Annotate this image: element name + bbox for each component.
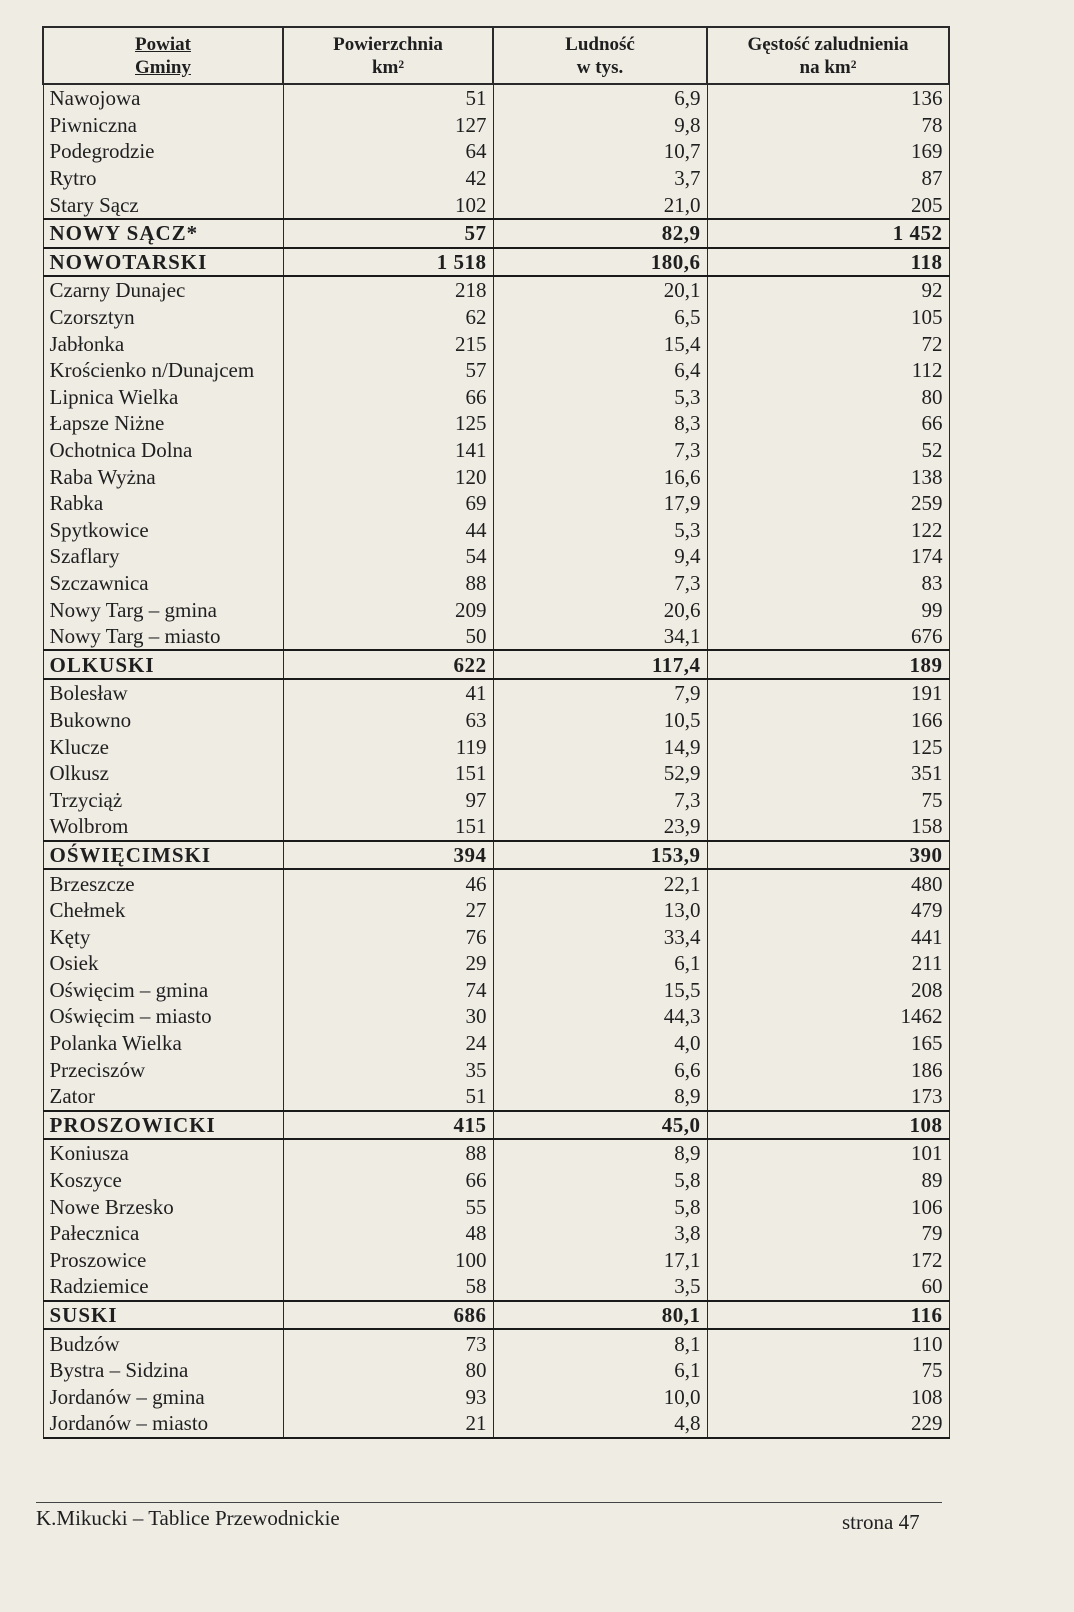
row-population: 15,5 <box>493 977 707 1004</box>
row-name: Jordanów – miasto <box>43 1410 283 1438</box>
row-area: 21 <box>283 1410 493 1438</box>
gmina-row <box>43 191 949 219</box>
row-area: 57 <box>283 219 493 248</box>
row-name: Kęty <box>43 923 283 950</box>
row-name: Olkusz <box>43 760 283 787</box>
row-density: 105 <box>707 304 949 331</box>
powiat-row <box>43 248 949 277</box>
row-name: Koszyce <box>43 1167 283 1194</box>
gmina-row <box>43 570 949 597</box>
row-population: 7,9 <box>493 679 707 707</box>
row-name: Podegrodzie <box>43 138 283 165</box>
row-density: 116 <box>707 1301 949 1330</box>
gmina-row <box>43 437 949 464</box>
row-name: SUSKI <box>43 1301 283 1330</box>
row-name: Jordanów – gmina <box>43 1384 283 1411</box>
row-density: 52 <box>707 437 949 464</box>
gmina-row <box>43 112 949 139</box>
row-population: 6,5 <box>493 304 707 331</box>
gmina-row <box>43 1003 949 1030</box>
row-name: Nowy Targ – gmina <box>43 596 283 623</box>
row-population: 6,9 <box>493 84 707 112</box>
row-density: 108 <box>707 1111 949 1140</box>
row-density: 1 452 <box>707 219 949 248</box>
row-density: 172 <box>707 1247 949 1274</box>
row-density: 138 <box>707 463 949 490</box>
row-density: 351 <box>707 760 949 787</box>
powiat-row <box>43 1301 949 1330</box>
header-area-title: Powierzchnia <box>333 33 443 55</box>
row-density: 173 <box>707 1083 949 1111</box>
row-population: 33,4 <box>493 923 707 950</box>
powiat-table <box>42 26 950 1439</box>
gmina-row <box>43 410 949 437</box>
gmina-row <box>43 1247 949 1274</box>
row-density: 259 <box>707 490 949 517</box>
row-population: 153,9 <box>493 841 707 870</box>
row-area: 35 <box>283 1056 493 1083</box>
row-name: Rabka <box>43 490 283 517</box>
row-density: 189 <box>707 650 949 679</box>
row-density: 79 <box>707 1220 949 1247</box>
row-population: 16,6 <box>493 463 707 490</box>
row-name: Osiek <box>43 950 283 977</box>
row-area: 622 <box>283 650 493 679</box>
gmina-row <box>43 869 949 897</box>
row-density: 99 <box>707 596 949 623</box>
row-name: Trzyciąż <box>43 786 283 813</box>
row-density: 92 <box>707 276 949 304</box>
row-area: 46 <box>283 869 493 897</box>
row-name: OŚWIĘCIMSKI <box>43 841 283 870</box>
row-density: 106 <box>707 1193 949 1220</box>
row-name: Nowe Brzesko <box>43 1193 283 1220</box>
row-name: Ochotnica Dolna <box>43 437 283 464</box>
row-area: 55 <box>283 1193 493 1220</box>
row-area: 120 <box>283 463 493 490</box>
row-density: 60 <box>707 1273 949 1301</box>
row-density: 108 <box>707 1384 949 1411</box>
row-density: 165 <box>707 1030 949 1057</box>
row-density: 118 <box>707 248 949 277</box>
row-area: 44 <box>283 517 493 544</box>
row-population: 9,4 <box>493 543 707 570</box>
row-population: 3,7 <box>493 165 707 192</box>
row-name: Chełmek <box>43 897 283 924</box>
row-population: 7,3 <box>493 570 707 597</box>
table-body <box>43 84 949 1438</box>
row-name: Pałecznica <box>43 1220 283 1247</box>
row-area: 24 <box>283 1030 493 1057</box>
gmina-row <box>43 330 949 357</box>
gmina-row <box>43 1410 949 1438</box>
gmina-row <box>43 1139 949 1167</box>
row-name: Klucze <box>43 733 283 760</box>
powiat-row <box>43 1111 949 1140</box>
row-name: Budzów <box>43 1329 283 1357</box>
row-area: 151 <box>283 760 493 787</box>
row-area: 54 <box>283 543 493 570</box>
row-population: 13,0 <box>493 897 707 924</box>
gmina-row <box>43 813 949 841</box>
gmina-row <box>43 1384 949 1411</box>
gmina-row <box>43 1329 949 1357</box>
gmina-row <box>43 384 949 411</box>
row-population: 3,5 <box>493 1273 707 1301</box>
row-density: 112 <box>707 357 949 384</box>
row-name: Koniusza <box>43 1139 283 1167</box>
gmina-row <box>43 165 949 192</box>
row-name: Rytro <box>43 165 283 192</box>
row-population: 34,1 <box>493 623 707 651</box>
row-density: 125 <box>707 733 949 760</box>
row-name: Nawojowa <box>43 84 283 112</box>
row-area: 97 <box>283 786 493 813</box>
row-density: 169 <box>707 138 949 165</box>
gmina-row <box>43 1056 949 1083</box>
row-name: Stary Sącz <box>43 191 283 219</box>
row-name: NOWOTARSKI <box>43 248 283 277</box>
gmina-row <box>43 138 949 165</box>
row-density: 122 <box>707 517 949 544</box>
gmina-row <box>43 786 949 813</box>
row-density: 75 <box>707 786 949 813</box>
row-name: Szaflary <box>43 543 283 570</box>
row-name: OLKUSKI <box>43 650 283 679</box>
gmina-row <box>43 596 949 623</box>
row-population: 8,9 <box>493 1083 707 1111</box>
row-density: 87 <box>707 165 949 192</box>
row-name: Bukowno <box>43 707 283 734</box>
row-density: 390 <box>707 841 949 870</box>
header-powiat-gminy <box>43 27 283 84</box>
row-population: 5,3 <box>493 517 707 544</box>
row-area: 394 <box>283 841 493 870</box>
row-density: 72 <box>707 330 949 357</box>
row-area: 62 <box>283 304 493 331</box>
row-area: 686 <box>283 1301 493 1330</box>
row-name: Przeciszów <box>43 1056 283 1083</box>
row-area: 215 <box>283 330 493 357</box>
row-area: 51 <box>283 84 493 112</box>
footer-page-number: strona 47 <box>842 1510 920 1534</box>
row-area: 27 <box>283 897 493 924</box>
gmina-row <box>43 1357 949 1384</box>
row-name: Krościenko n/Dunajcem <box>43 357 283 384</box>
row-area: 125 <box>283 410 493 437</box>
footer-author: K.Mikucki – Tablice Przewodnickie <box>36 1506 340 1530</box>
row-area: 48 <box>283 1220 493 1247</box>
row-density: 441 <box>707 923 949 950</box>
powiat-row <box>43 650 949 679</box>
row-density: 158 <box>707 813 949 841</box>
row-density: 186 <box>707 1056 949 1083</box>
row-population: 14,9 <box>493 733 707 760</box>
row-area: 151 <box>283 813 493 841</box>
row-name: Lipnica Wielka <box>43 384 283 411</box>
row-area: 80 <box>283 1357 493 1384</box>
row-name: Brzeszcze <box>43 869 283 897</box>
header-density-unit: na km² <box>799 56 857 78</box>
row-population: 15,4 <box>493 330 707 357</box>
row-area: 209 <box>283 596 493 623</box>
row-population: 3,8 <box>493 1220 707 1247</box>
row-name: Oświęcim – gmina <box>43 977 283 1004</box>
header-population-title: Ludność <box>565 33 635 55</box>
header-powiat: Powiat <box>135 33 191 55</box>
row-density: 1462 <box>707 1003 949 1030</box>
row-density: 89 <box>707 1167 949 1194</box>
row-density: 78 <box>707 112 949 139</box>
table-header <box>43 27 949 84</box>
row-area: 141 <box>283 437 493 464</box>
header-population-unit: w tys. <box>576 56 624 78</box>
header-gminy: Gminy <box>135 56 191 78</box>
row-area: 73 <box>283 1329 493 1357</box>
row-population: 52,9 <box>493 760 707 787</box>
row-population: 6,1 <box>493 950 707 977</box>
row-population: 20,6 <box>493 596 707 623</box>
gmina-row <box>43 490 949 517</box>
row-name: Wolbrom <box>43 813 283 841</box>
row-area: 76 <box>283 923 493 950</box>
row-area: 88 <box>283 1139 493 1167</box>
row-population: 6,4 <box>493 357 707 384</box>
footer-divider <box>36 1502 942 1503</box>
gmina-row <box>43 733 949 760</box>
row-population: 10,7 <box>493 138 707 165</box>
row-population: 8,1 <box>493 1329 707 1357</box>
row-name: Radziemice <box>43 1273 283 1301</box>
row-area: 50 <box>283 623 493 651</box>
row-population: 180,6 <box>493 248 707 277</box>
row-density: 191 <box>707 679 949 707</box>
gmina-row <box>43 1030 949 1057</box>
row-population: 5,3 <box>493 384 707 411</box>
row-population: 6,1 <box>493 1357 707 1384</box>
gmina-row <box>43 897 949 924</box>
row-name: Raba Wyżna <box>43 463 283 490</box>
gmina-row <box>43 276 949 304</box>
row-area: 127 <box>283 112 493 139</box>
row-name: Polanka Wielka <box>43 1030 283 1057</box>
row-population: 22,1 <box>493 869 707 897</box>
row-population: 21,0 <box>493 191 707 219</box>
row-density: 676 <box>707 623 949 651</box>
row-density: 229 <box>707 1410 949 1438</box>
row-name: NOWY SĄCZ* <box>43 219 283 248</box>
row-density: 166 <box>707 707 949 734</box>
row-name: Oświęcim – miasto <box>43 1003 283 1030</box>
row-density: 110 <box>707 1329 949 1357</box>
row-population: 7,3 <box>493 437 707 464</box>
row-area: 88 <box>283 570 493 597</box>
gmina-row <box>43 1220 949 1247</box>
gmina-row <box>43 543 949 570</box>
row-name: Spytkowice <box>43 517 283 544</box>
powiat-row <box>43 219 949 248</box>
row-area: 51 <box>283 1083 493 1111</box>
gmina-row <box>43 623 949 651</box>
row-name: PROSZOWICKI <box>43 1111 283 1140</box>
row-area: 69 <box>283 490 493 517</box>
row-density: 83 <box>707 570 949 597</box>
header-density-title: Gęstość zaludnienia <box>747 33 909 55</box>
row-area: 42 <box>283 165 493 192</box>
row-area: 58 <box>283 1273 493 1301</box>
row-density: 208 <box>707 977 949 1004</box>
row-area: 29 <box>283 950 493 977</box>
row-population: 17,1 <box>493 1247 707 1274</box>
row-area: 63 <box>283 707 493 734</box>
row-area: 415 <box>283 1111 493 1140</box>
gmina-row <box>43 1167 949 1194</box>
row-name: Szczawnica <box>43 570 283 597</box>
gmina-row <box>43 1083 949 1111</box>
row-population: 6,6 <box>493 1056 707 1083</box>
header-area-unit: km² <box>371 56 405 78</box>
row-name: Proszowice <box>43 1247 283 1274</box>
row-density: 479 <box>707 897 949 924</box>
row-population: 82,9 <box>493 219 707 248</box>
row-area: 100 <box>283 1247 493 1274</box>
gmina-row <box>43 517 949 544</box>
row-area: 119 <box>283 733 493 760</box>
row-population: 8,9 <box>493 1139 707 1167</box>
gmina-row <box>43 463 949 490</box>
row-name: Czarny Dunajec <box>43 276 283 304</box>
gmina-row <box>43 679 949 707</box>
gmina-row <box>43 923 949 950</box>
row-density: 480 <box>707 869 949 897</box>
row-name: Piwniczna <box>43 112 283 139</box>
header-area <box>283 27 493 84</box>
row-population: 44,3 <box>493 1003 707 1030</box>
row-area: 66 <box>283 1167 493 1194</box>
gmina-row <box>43 1193 949 1220</box>
row-population: 4,8 <box>493 1410 707 1438</box>
row-name: Jabłonka <box>43 330 283 357</box>
row-density: 80 <box>707 384 949 411</box>
gmina-row <box>43 950 949 977</box>
row-area: 57 <box>283 357 493 384</box>
row-population: 8,3 <box>493 410 707 437</box>
row-area: 218 <box>283 276 493 304</box>
row-area: 74 <box>283 977 493 1004</box>
row-area: 41 <box>283 679 493 707</box>
row-population: 10,0 <box>493 1384 707 1411</box>
row-population: 20,1 <box>493 276 707 304</box>
row-density: 205 <box>707 191 949 219</box>
row-area: 102 <box>283 191 493 219</box>
row-population: 5,8 <box>493 1167 707 1194</box>
row-density: 66 <box>707 410 949 437</box>
row-area: 30 <box>283 1003 493 1030</box>
row-area: 64 <box>283 138 493 165</box>
row-population: 45,0 <box>493 1111 707 1140</box>
header-population <box>493 27 707 84</box>
row-population: 7,3 <box>493 786 707 813</box>
row-name: Bolesław <box>43 679 283 707</box>
row-population: 10,5 <box>493 707 707 734</box>
row-population: 23,9 <box>493 813 707 841</box>
header-density <box>707 27 949 84</box>
gmina-row <box>43 1273 949 1301</box>
row-area: 93 <box>283 1384 493 1411</box>
row-population: 5,8 <box>493 1193 707 1220</box>
row-population: 80,1 <box>493 1301 707 1330</box>
row-density: 75 <box>707 1357 949 1384</box>
row-name: Bystra – Sidzina <box>43 1357 283 1384</box>
row-density: 101 <box>707 1139 949 1167</box>
powiat-row <box>43 841 949 870</box>
row-name: Łapsze Niżne <box>43 410 283 437</box>
row-name: Czorsztyn <box>43 304 283 331</box>
row-density: 136 <box>707 84 949 112</box>
row-population: 17,9 <box>493 490 707 517</box>
gmina-row <box>43 84 949 112</box>
gmina-row <box>43 357 949 384</box>
row-population: 117,4 <box>493 650 707 679</box>
row-area: 1 518 <box>283 248 493 277</box>
gmina-row <box>43 977 949 1004</box>
row-area: 66 <box>283 384 493 411</box>
row-density: 211 <box>707 950 949 977</box>
row-density: 174 <box>707 543 949 570</box>
row-population: 4,0 <box>493 1030 707 1057</box>
gmina-row <box>43 304 949 331</box>
gmina-row <box>43 760 949 787</box>
gmina-row <box>43 707 949 734</box>
row-name: Nowy Targ – miasto <box>43 623 283 651</box>
row-population: 9,8 <box>493 112 707 139</box>
row-name: Zator <box>43 1083 283 1111</box>
